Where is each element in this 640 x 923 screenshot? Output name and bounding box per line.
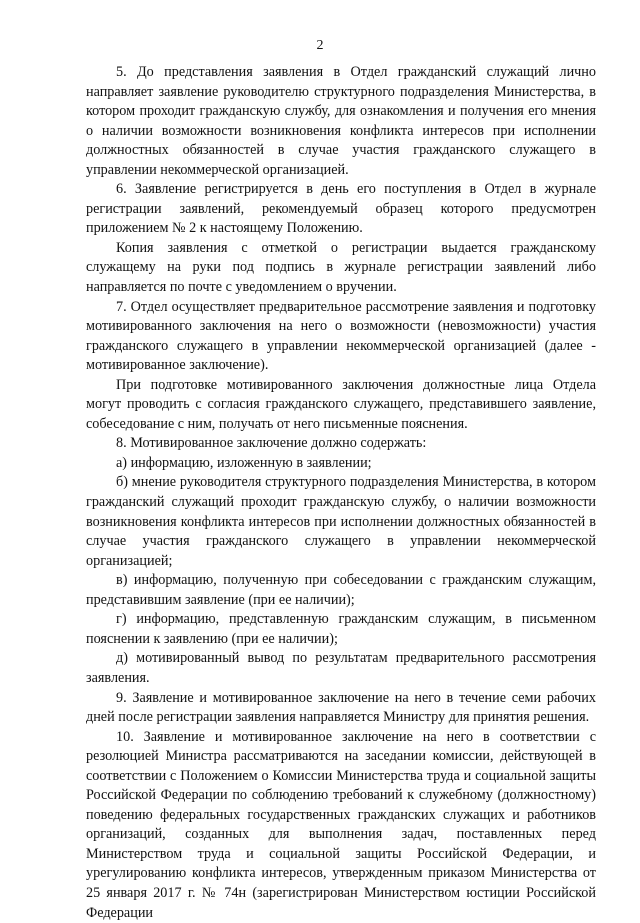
page-number: 2: [316, 38, 324, 53]
document-body: [86, 63, 596, 923]
list-item-b: б) мнение руководителя структурного подразделения Министерства, в котором гражданский служащий проходит гражданскую службу, о наличии возможности возникновения конфликта интересов при исполнении должностных обязанностей в случае участия гражданского служащего в управлении некоммерческой организацией;: [86, 474, 596, 569]
paragraph-6-copy: Копия заявления с отметкой о регистрации выдается гражданскому служащему на руки под подпись в журнале регистрации заявлений либо направляется по почте с уведомлением о вручении.: [86, 239, 596, 296]
list-item-d: д) мотивированный вывод по результатам предварительного рассмотрения заявления.: [86, 650, 596, 686]
paragraph-6: 6. Заявление регистрируется в день его поступления в Отдел в журнале регистрации заявлений, рекомендуемый образец которого предусмотрен приложением № 2 к настоящему Положению.: [86, 181, 596, 237]
list-item-a: а) информацию, изложенную в заявлении;: [116, 454, 372, 471]
paragraph-9: 9. Заявление и мотивированное заключение на него в течение семи рабочих дней после регистрации заявления направляется Министру для принятия решения.: [86, 689, 596, 726]
paragraph-7: 7. Отдел осуществляет предварительное рассмотрение заявления и подготовку мотивированного заключения на него о возможности (невозможности) участия гражданского служащего в управлении некоммерческой организацией (далее - мотивированное заключение).: [86, 298, 596, 374]
paragraph-7-interview: При подготовке мотивированного заключения должностные лица Отдела могут проводить с согласия гражданского служащего, представившего заявление, собеседование с ним, получать от него письменные пояснения.: [86, 376, 596, 432]
list-item-g: г) информацию, представленную гражданским служащим, в письменном пояснении к заявлению (при ее наличии);: [86, 611, 596, 647]
paragraph-5: 5. До представления заявления в Отдел гражданский служащий лично направляет заявление руководителю структурного подразделения Министерства, в котором проходит гражданскую службу, для ознакомления и получения его мнения о наличии возможности возникновения конфликта интересов при исполнении должностных обязанностей в случае участия гражданского служащего в управлении некоммерческой организацией.: [86, 64, 596, 178]
paragraph-10: 10. Заявление и мотивированное заключение на него в соответствии с резолюцией Министра рассматриваются на заседании комиссии, действующей в соответствии с Положением о Комиссии Министерства труда и социальной защиты Российской Федерации по соблюдению требований к служебному (должностному) поведению федеральных государственных гражданских служащих и работников организаций, созданных для выполнения задач, поставленных перед Министерством труда и социальной защиты Российской Федерации, и урегулированию конфликта интересов, утвержденным приказом Министерства от 25 января 2017 г. № 74н (зарегистрирован Министерством юстиции Российской Федерации: [86, 728, 596, 921]
paragraph-8: 8. Мотивированное заключение должно содержать:: [116, 435, 427, 452]
list-item-v: в) информацию, полученную при собеседовании с гражданским служащим, представившим заявление (при ее наличии);: [86, 572, 596, 608]
